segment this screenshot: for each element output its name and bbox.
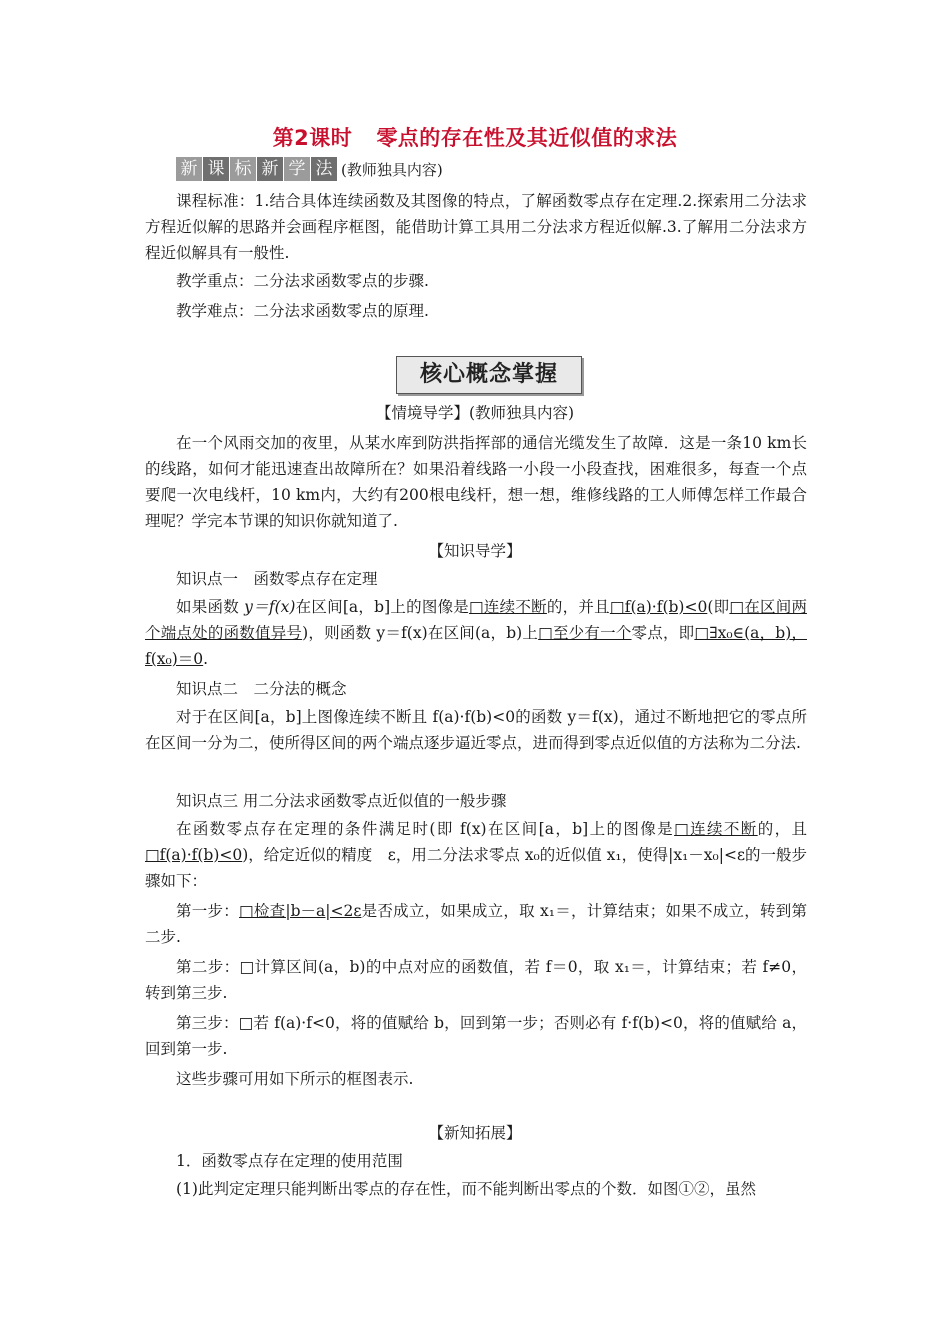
badge-char: 标 (230, 157, 256, 181)
knowledge-point-2-title: 知识点二 二分法的概念 (176, 680, 347, 698)
knowledge-heading: 【知识导学】 (428, 542, 522, 560)
extension-heading: 【新知拓展】 (428, 1124, 522, 1142)
lesson-number: 第2课时 (272, 126, 353, 150)
teaching-key-point: 教学重点：二分法求函数零点的步骤. (176, 272, 429, 290)
section-banner: 核心概念掌握 (396, 356, 582, 394)
step-3: 第三步：□若 f(a)·f<0，将的值赋给 b，回到第一步；否则必有 f·f(b)<0，将的值赋给 a，回到第一步. (145, 1014, 807, 1058)
knowledge-point-2-text: 对于在区间[a，b]上图像连续不断且 f(a)·f(b)<0的函数 y＝f(x)，通过不断地把它的零点所在区间一分为二，使所得区间的两个端点逐步逼近零点，进而得到零点近似值的方法称为二分法. (145, 708, 807, 752)
knowledge-point-1-title: 知识点一 函数零点存在定理 (176, 570, 378, 588)
step-1: 第一步：□检查|b－a|<2ε是否成立，如果成立，取 x₁＝，计算结束；如果不成立，转到第二步. (145, 902, 807, 946)
course-standards: 课程标准：1.结合具体连续函数及其图像的特点，了解函数零点存在定理.2.探索用二分法求方程近似解的思路并会画程序框图，能借助计算工具用二分法求方程近似解.3.了解用二分法求方程近似解具有一般性. (145, 192, 807, 262)
badge-note: (教师独具内容) (341, 160, 443, 179)
lesson-topic: 零点的存在性及其近似值的求法 (376, 126, 678, 150)
section-badge (176, 156, 443, 182)
step-2: 第二步：□计算区间(a，b)的中点对应的函数值，若 f＝0，取 x₁＝，计算结束；若 f≠0，转到第三步. (145, 958, 807, 1002)
badge-char: 新 (257, 157, 283, 181)
extension-item-1-text: (1)此判定定理只能判断出零点的存在性，而不能判断出零点的个数．如图①②，虽然 (176, 1180, 756, 1198)
badge-char: 学 (284, 157, 310, 181)
badge-char: 课 (203, 157, 229, 181)
lesson-title (0, 122, 950, 152)
extension-item-1: 1．函数零点存在定理的使用范围 (176, 1152, 403, 1170)
situation-text: 在一个风雨交加的夜里，从某水库到防洪指挥部的通信光缆发生了故障．这是一条10 km长的线路，如何才能迅速查出故障所在？如果沿着线路一小段一小段查找，困难很多，每查一个点要爬一次电线杆，10 km内，大约有200根电线杆，想一想，维修线路的工人师傅怎样工作最合理呢？学完本节课的知识你就知道了. (145, 434, 807, 530)
badge-char: 法 (311, 157, 337, 181)
knowledge-point-3-text: 在函数零点存在定理的条件满足时(即 f(x)在区间[a，b]上的图像是□连续不断的，且□f(a)·f(b)<0)，给定近似的精度 ε，用二分法求零点 x₀的近似值 x₁，使得|x₁－x₀|<ε的一般步骤如下： (145, 820, 807, 890)
knowledge-point-1-text: 如果函数 y＝f(x)在区间[a，b]上的图像是□连续不断的，并且□f(a)·f(b)<0(即□在区间两个端点处的函数值异号)，则函数 y＝f(x)在区间(a，b)上□至少有一个零点，即□∃x₀∈(a，b)，f(x₀)＝0. (145, 598, 807, 668)
badge-char: 新 (176, 157, 202, 181)
flowchart-note: 这些步骤可用如下所示的框图表示. (176, 1070, 414, 1088)
knowledge-point-3-title: 知识点三 用二分法求函数零点近似值的一般步骤 (176, 792, 507, 810)
situation-heading: 【情境导学】(教师独具内容) (375, 404, 575, 422)
teaching-difficulty: 教学难点：二分法求函数零点的原理. (176, 302, 429, 320)
